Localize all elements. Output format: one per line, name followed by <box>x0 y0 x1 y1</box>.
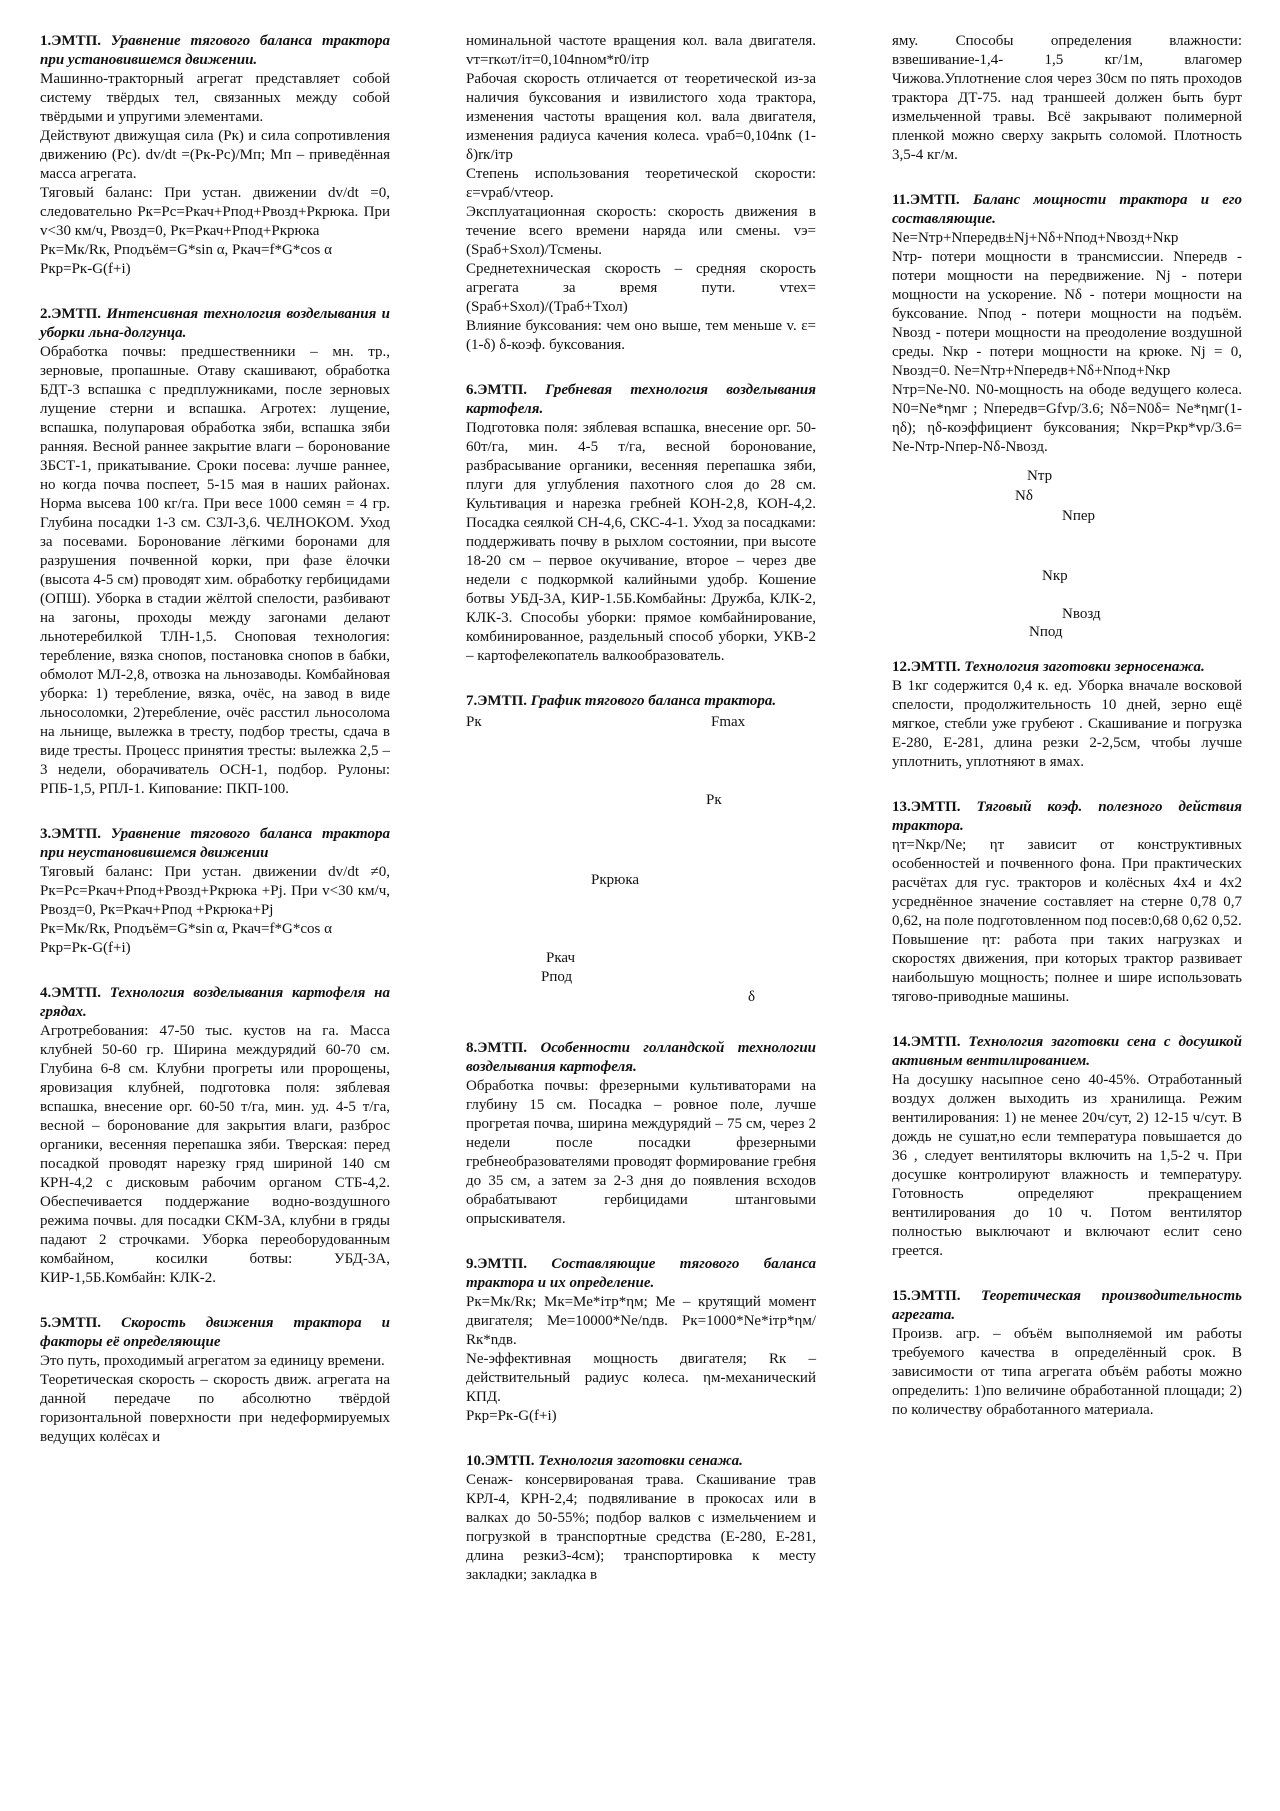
column-2 <box>466 32 816 1611</box>
section-heading <box>40 32 390 70</box>
section-heading <box>466 1452 816 1471</box>
section-number: 8.ЭМТП. <box>466 1040 528 1056</box>
section-number: 2.ЭМТП. <box>40 306 102 322</box>
section-topic: Теоретическая производительность агрегата. <box>892 1288 1242 1323</box>
paragraph: Это путь, проходимый агрегатом за единицу времени. <box>40 1353 385 1369</box>
graph-label-pkrouka: Ркрюка <box>591 872 640 888</box>
section-topic: График тягового баланса трактора. <box>530 693 777 709</box>
section <box>466 1452 816 1585</box>
diagram-label-npod: Nпод <box>1029 624 1063 640</box>
section-topic: Технология возделывания картофеля на грядах. <box>40 985 391 1020</box>
section-number: 10.ЭМТП. <box>466 1453 535 1469</box>
section-topic: Скорость движения трактора и факторы её определяющие <box>40 1315 390 1350</box>
paragraph: Подготовка поля: зяблевая вспашка, внесение орг. 50-60т/га, мин. 4-5 т/га, весной боронование, разбрасывание органики, весенняя перепашка зяби, плуги для углубления пахотного слоя до 28 см. Культивация и нарезка гребней КОН-2,8, КОН-4,2. Посадка сеялкой СН-4,6, СКС-4-1. Уход за посадками: поддерживать почву в рыхлом состоянии, при высоте 18-20 см – первое окучивание, второе – через две недели с подкормкой калийными удобр. Кошение ботвы УБД-3А, КИР-1.5Б.Комбайны: Дружба, КЛК-2, КЛК-3. Способы уборки: прямое комбайнирование, комбинированное, раздельный способ уборки, УКВ-2 – картофелекопатель валкообразователь. <box>466 420 816 664</box>
section <box>892 191 1242 640</box>
graph-label-pkach: Ркач <box>546 950 576 966</box>
section <box>40 825 390 958</box>
paragraph: ηт=Nкр/Nе; ηт зависит от конструктивных особенностей и почвенного фона. При практических расчётах для гус. тракторов и колёсных 4х4 и 4х2 усреднённое значение составляет на стерне 0,78 0,7 0,62, на поле подготовленном под посев:0,68 0,62 0,52. <box>892 837 1242 929</box>
section-topic: Интенсивная технология возделывания и уборки льна-долгунца. <box>40 306 391 341</box>
section <box>466 1039 816 1229</box>
section <box>892 658 1242 772</box>
section-topic: Особенности голландской технологии возделывания картофеля. <box>466 1040 817 1075</box>
paragraph: Ркр=Рк-G(f+i) <box>40 940 131 956</box>
section-heading <box>40 984 390 1022</box>
section-topic: Уравнение тягового баланса трактора при неустановившемся движении <box>40 826 390 861</box>
section <box>892 32 1242 165</box>
section-number: 12.ЭМТП. <box>892 659 961 675</box>
paragraph: Агротребования: 47-50 тыс. кустов на га. Масса клубней 50-60 гр. Ширина междурядий 60-70 см. Глубина 6-8 см. Клубни прогреты или пророщены, яровизация клубней, подготовка поля: зяблевая вспашка, внесение орг. 60-50 т/га, мин. уд. 4-5 т/га, весной – боронование для закрытия влаги, разброс органики, весенняя перепашка зяби. Тверская: перед посадкой проводят нарезку гряд шириной 140 см КРН-4,2 с дисковым рабочим органом СТБ-4,2. Обеспечивается поддержание водно-воздушного режима почвы. для посадки СКМ-3А, клубни в гряды падают 2 строчками. Уборка переоборудованным комбайном, косилки ботвы: УБД-3А, КИР-1,5Б.Комбайн: КЛК-2. <box>40 1023 390 1286</box>
paragraph: На досушку насыпное сено 40-45%. Отработанный воздух должен выходить из хранилища. Режим вентилирования: 1) не менее 20ч/сут, 2) 12-15 ч/сут. В дождь не сушат,но если температура повышается до 36 , следует вентиляторы включить на 1,5-2 ч. При досушке контролируют влажность и температуру. Готовность определяют прекращением вентилирования до 10 ч. Потом вентилятор полностью выключают и включают еслит сено греется. <box>892 1072 1242 1259</box>
paragraph: Среднетехническая скорость – средняя скорость агрегата за время пути. vтех=(Sраб+Sхол)/(Траб+Тхол) <box>466 261 816 315</box>
paragraph: Произв. агр. – объём выполняемой им работы требуемого качества в определённый срок. В зависимости от типа агрегата объём работы можно определить: 1)по величине обработанной площади; 2) по количеству обработанного материала. <box>892 1326 1242 1418</box>
column-1 <box>40 32 390 1473</box>
section <box>40 984 390 1288</box>
section <box>892 798 1242 1007</box>
graph-label-ppod: Рпод <box>541 969 573 985</box>
section-topic: Технология заготовки сенажа. <box>538 1453 743 1469</box>
graph-label-delta: δ <box>748 989 756 1005</box>
paragraph: Ркр=Рк-G(f+i) <box>40 261 131 277</box>
diagram-label-ntr: Nтр <box>1027 468 1053 484</box>
section-heading <box>466 692 816 711</box>
section-topic: Тяговый коэф. полезного действия трактора. <box>892 799 1243 834</box>
paragraph: Nтр- потери мощности в трансмиссии. Nпередв - потери мощности на передвижение. Nj - потери мощности на ускорение. Nδ - потери мощности на буксование. Nпод - потери мощности на подъём. Nвозд - потери мощности на преодоление воздушной среды. Nкр - потери мощности на крюке. Nj = 0, Nвозд=0. Nе=Nтр+Nпередв+Nδ+Nпод+Nкр <box>892 249 1242 379</box>
graph-label-fmax: Fmax <box>711 714 746 730</box>
section <box>466 692 816 1013</box>
paragraph: Повышение ηт: работа при таких нагрузках и скоростях движения, при которых трактор развивает наибольшую мощность; полнее и шире использовать тягово-приводные машины. <box>892 932 1242 1005</box>
section-heading <box>892 798 1242 836</box>
section-number: 4.ЭМТП. <box>40 985 102 1001</box>
section <box>466 1255 816 1426</box>
power-diagram <box>892 457 1242 640</box>
paragraph: Влияние буксования: чем оно выше, тем меньше v. ε=(1-δ) δ-коэф. буксования. <box>466 318 816 353</box>
section-number: 7.ЭМТП. <box>466 693 528 709</box>
diagram-label-nvozd: Nвозд <box>1062 606 1101 622</box>
section-topic: Гребневая технология возделывания картофеля. <box>466 382 816 417</box>
section-heading <box>466 1255 816 1293</box>
paragraph: Рабочая скорость отличается от теоретической из-за наличия буксования и извилистого хода трактора, изменения частоты вращения кол. вала двигателя, изменения радиуса качения колеса. vраб=0,104nк (1-δ)rк/iтр <box>466 71 816 163</box>
paragraph: Ne-эффективная мощность двигателя; Rк – действительный радиус колеса. ηм-механический КПД. <box>466 1351 816 1405</box>
section-topic: Технология заготовки сена с досушкой активным вентилированием. <box>892 1034 1242 1069</box>
section-number: 13.ЭМТП. <box>892 799 961 815</box>
paragraph: номинальной частоте вращения кол. вала двигателя. vт=rкωт/iт=0,104nном*r0/iтр <box>466 33 816 68</box>
section-heading <box>40 305 390 343</box>
section-topic: Баланс мощности трактора и его составляющие. <box>892 192 1242 227</box>
section-heading <box>892 1033 1242 1071</box>
graph-label-pk: Рк <box>706 792 722 808</box>
paragraph: Тяговый баланс: При устан. движении dv/dt ≠0, Рк=Рс=Ркач+Рпод+Рвозд+Ркрюка +Рj. При v<30 км/ч, Рвозд=0, Рк=Ркач+Рпод +Ркрюка+Рj <box>40 864 390 918</box>
section-heading <box>466 381 816 419</box>
paragraph: Обработка почвы: фрезерными культиваторами на глубину 15 см. Посадка – ровное поле, лучше прогретая почва, ширина междурядий – 75 см, через 2 недели после посадки фрезерными гребнеобразователями проводят формирование гребня до 35 см, а затем за 2-3 дня до появления всходов обрабатывают гербицидами штанговыми опрыскивателя. <box>466 1078 816 1227</box>
paragraph: Nтр=Nе-N0. N0-мощность на ободе ведущего колеса. N0=Nе*ηмг ; Nпередв=Gfvр/3.6; Nδ=N0δ= Nе*ηмг(1-ηδ); ηδ-коэффициент буксования; Nкр=Ркр*vр/3.6= Nе-Nтр-Nпер-Nδ-Nвозд. <box>892 382 1242 455</box>
paragraph: Теоретическая скорость – скорость движ. агрегата на данной передаче по абсолютно твёрдой горизонтальной поверхности при недеформируемых ведущих колёсах и <box>40 1372 390 1445</box>
balance-graph <box>466 713 816 1013</box>
paragraph: Рк=Мк/Rк; Мк=Ме*iтр*ηм; Ме – крутящий момент двигателя; Ме=10000*Ne/nдв. Рк=1000*Ne*iтр*ηм/ Rк*nдв. <box>466 1294 816 1348</box>
section-heading <box>892 1287 1242 1325</box>
section-topic: Уравнение тягового баланса трактора при установившемся движении. <box>40 33 390 68</box>
section-topic: Технология заготовки зерносенажа. <box>964 659 1205 675</box>
graph-label-pk_axis: Рк <box>466 714 482 730</box>
section-number: 9.ЭМТП. <box>466 1256 528 1272</box>
column-3 <box>892 32 1242 1446</box>
section-number: 3.ЭМТП. <box>40 826 102 842</box>
paragraph: Действуют движущая сила (Рк) и сила сопротивления движению (Рс). dv/dt =(Рк-Рс)/Мп; Мп – приведённая масса агрегата. <box>40 128 390 182</box>
section-heading <box>892 191 1242 229</box>
section-number: 11.ЭМТП. <box>892 192 960 208</box>
section-number: 5.ЭМТП. <box>40 1315 102 1331</box>
section <box>40 1314 390 1447</box>
paragraph: Степень использования теоретической скорости: ε=vраб/vтеор. <box>466 166 816 201</box>
paragraph: Машинно-тракторный агрегат представляет собой систему твёрдых тел, связанных между собой твёрдыми и упругими элементами. <box>40 71 390 125</box>
section-heading <box>892 658 1242 677</box>
section-heading <box>40 1314 390 1352</box>
paragraph: Ркр=Рк-G(f+i) <box>466 1408 557 1424</box>
section <box>466 381 816 666</box>
diagram-label-nkr: Nкр <box>1042 568 1068 584</box>
paragraph: Тяговый баланс: При устан. движении dv/dt =0, следовательно Рк=Рс=Ркач+Рпод+Рвозд+Ркрюка. При v<30 км/ч, Рвозд=0, Рк=Ркач+Рпод+Ркрюка <box>40 185 390 239</box>
paragraph: яму. Способы определения влажности: взвешивание-1,4- 1,5 кг/1м, влагомер Чижова.Уплотнение слоя через 30см по пять проходов трактора ДТ-75. над траншеей должен быть бурт измельченной травы. Всё закрывают полимерной пленкой можно сверху закрыть соломой. Плотность 3,5-4 кг/м. <box>892 33 1242 163</box>
section-number: 14.ЭМТП. <box>892 1034 961 1050</box>
section-number: 1.ЭМТП. <box>40 33 102 49</box>
paragraph: Сенаж- консервированая трава. Скашивание трав КРЛ-4, КРН-2,4; подвяливание в прокосах или в валках до 50-55%; подбор валков с измельчением и погрузкой в транспортные средства (Е-280, Е-281, длина резки3-4см); транспортировка к месту закладки; закладка в <box>466 1472 816 1583</box>
paragraph: Рк=Мк/Rк, Рподъём=G*sin α, Ркач=f*G*cos α <box>40 242 332 258</box>
section <box>466 32 816 355</box>
paragraph: Nе=Nтр+Nпередв±Nj+Nδ+Nпод+Nвозд+Nкр <box>892 230 1179 246</box>
section-heading <box>466 1039 816 1077</box>
section-number: 15.ЭМТП. <box>892 1288 961 1304</box>
section <box>40 32 390 279</box>
section-number: 6.ЭМТП. <box>466 382 528 398</box>
diagram-label-ndelta: Nδ <box>1015 488 1033 504</box>
paragraph: Обработка почвы: предшественники – мн. тр., зерновые, пропашные. Отаву скашивают, обработка БДТ-3 вспашка с предплужниками, после зерновых лущение стерни и вспашка. Агротех: лущение, вспашка, полупаровая обработка зяби, вспашка зяби ранняя. Весной раннее закрытие влаги – боронование ЗБСТ-1, прикатывание. Сроки посева: лучше раннее, но когда почва поспеет, 5-15 мая в наших районах. Норма высева 100 кг/га. При весе 1000 семян = 4 гр. Глубина посадки 1-3 см. СЗЛ-3,6. ЧЕЛНОКОМ. Уход за посевами. Боронование лёгкими боронами для разрушения почвенной корки, при фазе ёлочки (высота 4-5 см) проводят хим. обработку гербицидами (ОПШ). Уборка в стадии жёлтой спелости, разбивают на загоны, проходы между загонами делают льнотеребилкой ТЛН-1,5. Сноповая технология: теребление, вязка снопов, постановка снопов в бабки, обмолот МЛ-2,8, отвозка на льнозаводы. Комбайновая уборка: 1) теребление, вязка, очёс, на завод в виде льносоломки, 2)теребление, очёс расстил льносолома на льнище, вылежка в тресту, подбор тресты, сдача в виде тресты. Процесс принятия тресты: вылежка 2,5 – 3 недели, оборачиватель ОСН-1, подбор. Рулоны: РПБ-1,5, РПЛ-1. Кипование: ПКП-100. <box>40 344 390 797</box>
paragraph: Эксплуатационная скорость: скорость движения в течение всего времени наряда или смены. vэ=(Sраб+Sхол)/Тсмены. <box>466 204 816 258</box>
section <box>892 1033 1242 1261</box>
paragraph: Рк=Мк/Rк, Рподъём=G*sin α, Ркач=f*G*cos α <box>40 921 332 937</box>
section <box>892 1287 1242 1420</box>
section <box>40 305 390 799</box>
section-topic: Составляющие тягового баланса трактора и их определение. <box>466 1256 816 1291</box>
section-heading <box>40 825 390 863</box>
paragraph: В 1кг содержится 0,4 к. ед. Уборка вначале восковой спелости, продолжительность 10 дней, зерно ещё мягкое, стебли уже грубеют . Скашивание и погрузка Е-280, Е-281, длина резки 2-2,5см, чтобы лучше уплотнить, уплотняют в ямах. <box>892 678 1242 770</box>
diagram-label-nper: Nпер <box>1062 508 1096 524</box>
